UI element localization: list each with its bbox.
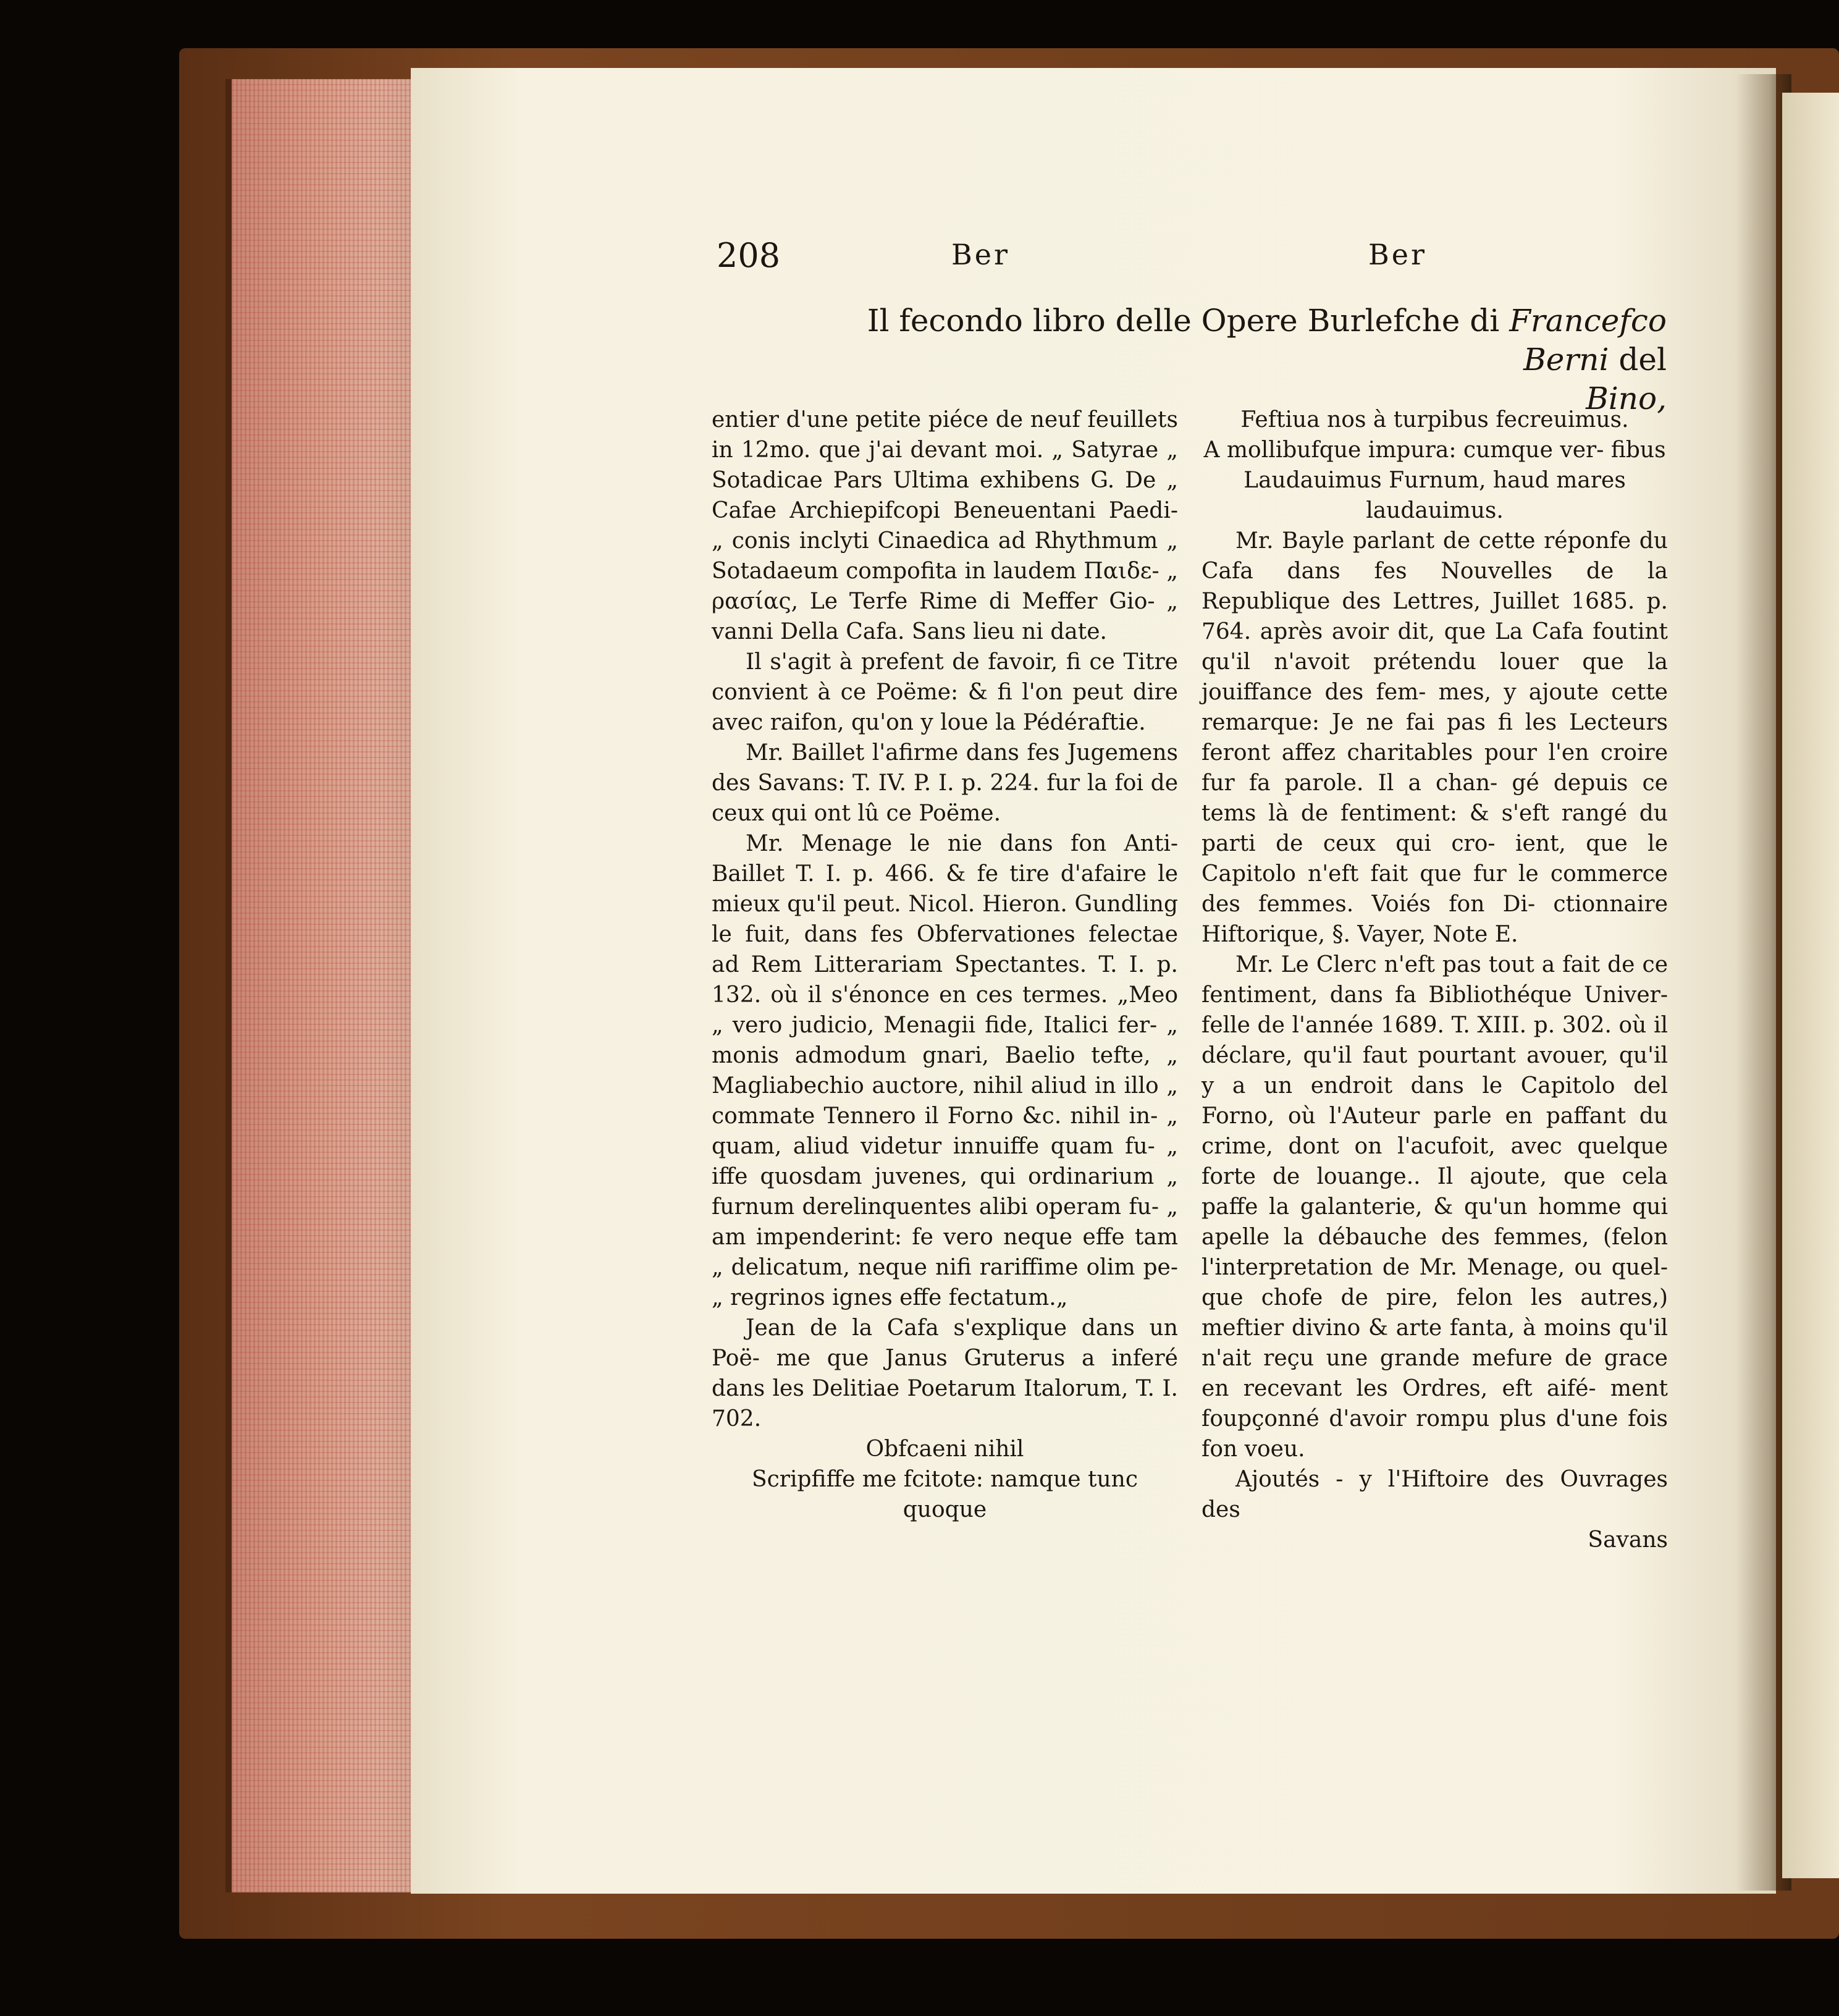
right-column	[1201, 405, 1668, 1555]
verse-line: Laudauimus Furnum, haud mares laudauimus.	[1244, 468, 1626, 523]
left-column	[712, 405, 1178, 1525]
facing-page-edge	[1782, 93, 1839, 1878]
paragraph: Jean de la Cafa s'explique dans un Poë- me que Janus Gruterus a inferé dans les Delitiae Poetarum Italorum, T. I. 702.	[712, 1315, 1178, 1432]
running-head-left: Ber	[951, 238, 1011, 271]
page-number: 208	[717, 236, 781, 275]
verse-line: Scripfiffe me fcitote: namque tunc quoque	[751, 1467, 1138, 1522]
catchword: Savans	[1588, 1527, 1668, 1553]
page-edges	[225, 79, 417, 1892]
paragraph: Il s'agit à prefent de favoir, fi ce Titre convient à ce Poëme: & fi l'on peut dire avec raifon, qu'on y loue la Pédéraftie.	[712, 649, 1178, 735]
verse-line: Obfcaeni nihil	[865, 1436, 1024, 1462]
paragraph: Mr. Menage le nie dans fon Anti-Baillet T. I. p. 466. & fe tire d'afaire le mieux qu'il peut. Nicol. Hieron. Gundling le fuit, dans fes Obfervationes felectae ad Rem Litterariam Spectantes. T. I. p. 132. où il s'énonce en ces termes. „Meo „ vero judicio, Menagii fide, Italici fer- „ monis admodum gnari, Baelio tefte, „ Magliabechio auctore, nihil aliud in illo „ commate Tennero il Forno &c. nihil in- „ quam, aliud videtur innuiffe quam fu- „ iffe quosdam juvenes, qui ordinarium „ furnum derelinquentes alibi operam fu- „ am impenderint: fe vero neque effe tam „ delicatum, neque nifi rariffime olim pe- „ regrinos ignes effe fectatum.„	[712, 831, 1178, 1310]
paragraph: entier d'une petite piéce de neuf feuillets in 12mo. que j'ai devant moi. „ Satyrae „ Sotadicae Pars Ultima exhibens G. De „ Cafae Archiepifcopi Beneuentani Paedi- „ conis inclyti Cinaedica ad Rhythmum „ Sotadaeum compofita in laudem Παιδε- „ ρασίας, Le Terfe Rime di Meffer Gio- „ vanni Della Cafa. Sans lieu ni date.	[712, 407, 1178, 644]
running-head-right: Ber	[1368, 238, 1428, 271]
title-plain-2: del	[1618, 342, 1667, 377]
paragraph: Ajoutés - y l'Hiftoire des Ouvrages des	[1201, 1467, 1668, 1522]
title-plain: Il fecondo libro delle Opere Burlefche di	[867, 303, 1500, 339]
entry-title	[797, 302, 1667, 418]
paragraph: Mr. Bayle parlant de cette réponfe du Cafa dans fes Nouvelles de la Republique des Lettres, Juillet 1685. p. 764. après avoir dit, que La Cafa foutint qu'il n'avoit prétendu louer que la jouiffance des fem- mes, y ajoute cette remarque: Je ne fai pas fi les Lecteurs feront affez charitables pour l'en croire fur fa parole. Il a chan- gé depuis ce tems là de fentiment: & s'eft rangé du parti de ceux qui cro- ient, que le Capitolo n'eft fait que fur le commerce des femmes. Voiés fon Di- ctionnaire Hiftorique, §. Vayer, Note E.	[1201, 528, 1668, 947]
verse-line: A mollibufque impura: cumque ver- fibus	[1203, 437, 1666, 463]
paragraph: Mr. Le Clerc n'eft pas tout a fait de ce fentiment, dans fa Bibliothéque Univer- felle de l'année 1689. T. XIII. p. 302. où il déclare, qu'il faut pourtant avouer, qu'il y a un endroit dans le Capitolo del Forno, où l'Auteur parle en paffant du crime, dont on l'acufoit, avec quelque forte de louange.. Il ajoute, que cela paffe la galanterie, & qu'un homme qui apelle la débauche des femmes, (felon l'interpretation de Mr. Menage, ou quel- que chofe de pire, felon les autres,) meftier divino & arte fanta, à moins qu'il n'ait reçu une grande mefure de grace en recevant les Ordres, eft aifé- ment foupçonné d'avoir rompu plus d'une fois fon voeu.	[1201, 952, 1668, 1462]
verse-line: Feftiua nos à turpibus fecreuimus.	[1240, 407, 1629, 432]
title-author: Francefco Berni	[1509, 303, 1667, 377]
paragraph: Mr. Baillet l'afirme dans fes Jugemens des Savans: T. IV. P. I. p. 224. fur la foi de ceux qui ont lû ce Poëme.	[712, 740, 1178, 826]
title-author-2: Bino,	[1586, 381, 1667, 416]
